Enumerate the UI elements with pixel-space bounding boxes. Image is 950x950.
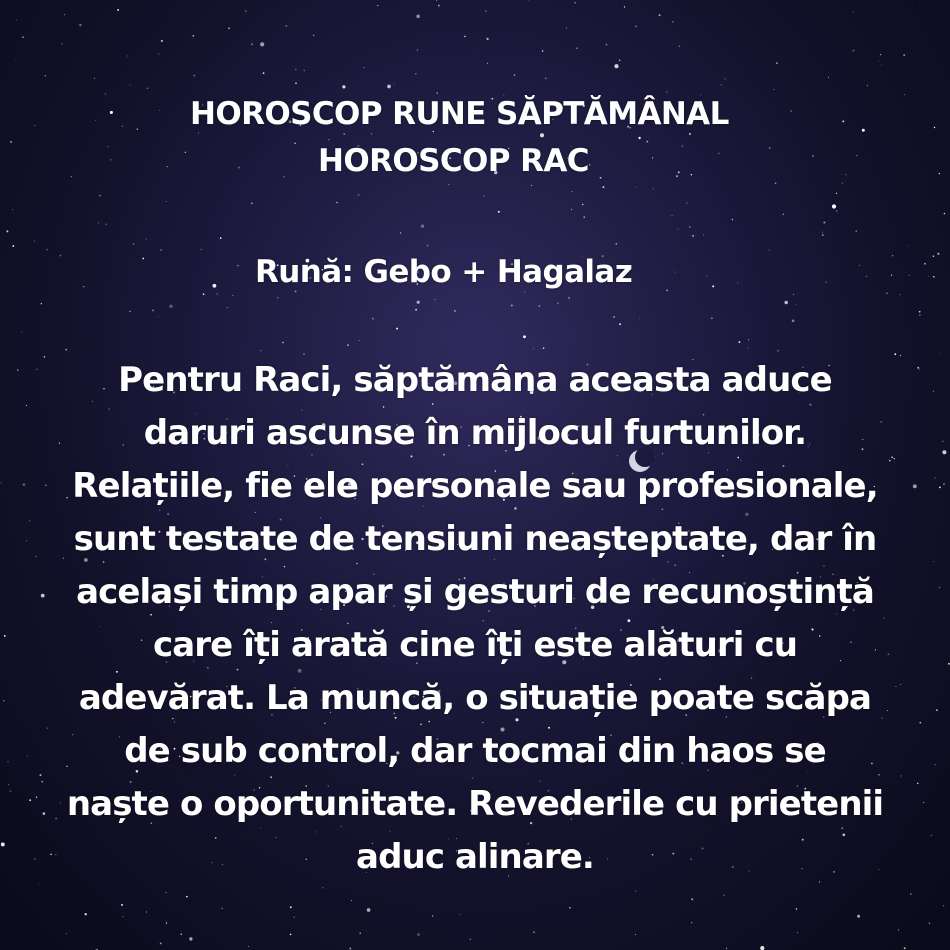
body-line: același timp apar și gesturi de recunoștință	[76, 572, 874, 612]
body-line: care îți arată cine îți este alături cu	[152, 625, 798, 665]
body-line: aduc alinare.	[356, 837, 594, 877]
body-line: naște o oportunitate. Revederile cu prietenii	[66, 784, 884, 824]
body-line: daruri ascunse în mijlocul furtunilor.	[143, 413, 807, 453]
body-line: adevărat. La muncă, o situație poate scăpa	[78, 678, 872, 718]
body-line: sunt testate de tensiuni neașteptate, dar în	[73, 519, 877, 559]
body-line: Pentru Raci, săptămâna aceasta aduce	[118, 360, 832, 400]
rune-label: Rună: Gebo + Hagalaz	[255, 254, 633, 290]
page-title: HOROSCOP RUNE SĂPTĂMÂNAL	[190, 96, 729, 132]
body-line: de sub control, dar tocmai din haos se	[124, 731, 826, 771]
page-subtitle: HOROSCOP RAC	[318, 143, 589, 179]
body-line: Relațiile, fie ele personale sau profesionale,	[72, 466, 878, 506]
